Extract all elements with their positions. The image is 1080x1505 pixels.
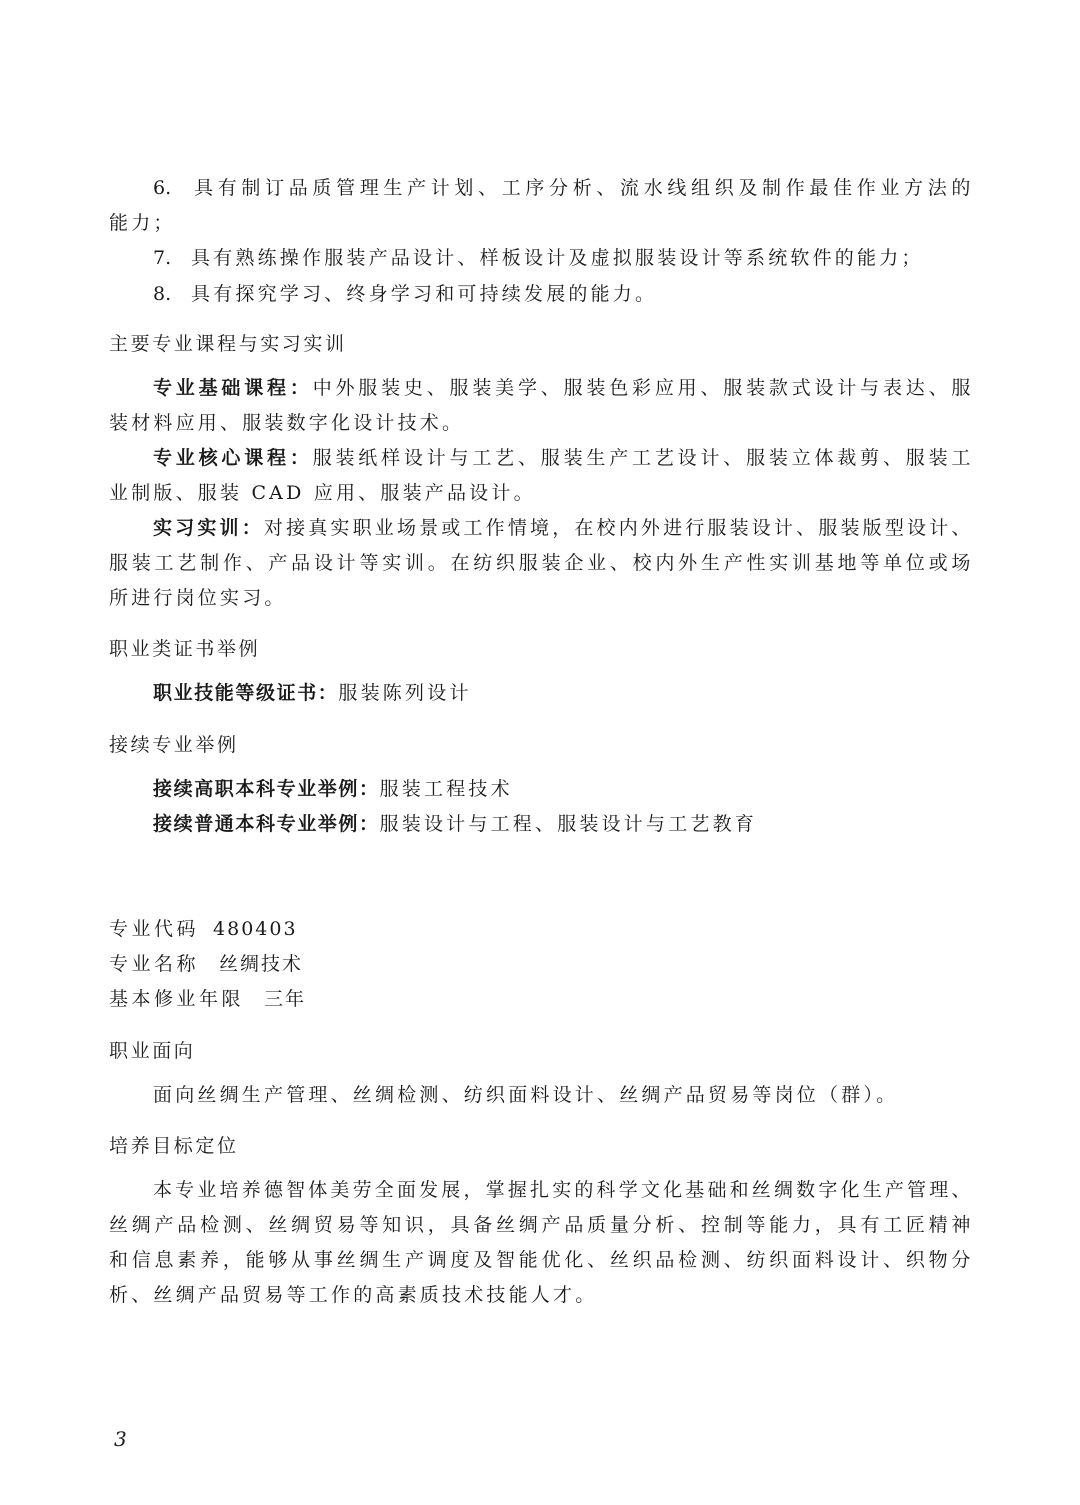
section-heading-continuation: 接续专业举例	[109, 734, 239, 756]
ability-number: 8.	[153, 283, 172, 305]
ability-number: 6.	[153, 177, 172, 199]
major-code: 480403	[213, 918, 298, 940]
basic-courses-text: 中外服装史、服装美学、服装色彩应用、服装款式设计与表达、服	[312, 377, 973, 399]
ability-item-6-continuation: 能力；	[109, 212, 176, 234]
section-heading-goal: 培养目标定位	[109, 1135, 239, 1157]
ability-number: 7.	[153, 247, 172, 269]
basic-courses-continuation: 装材料应用、服装数字化设计技术。	[109, 412, 465, 434]
ability-text: 具有探究学习、终身学习和可持续发展的能力。	[191, 283, 658, 305]
study-years-label: 基本修业年限	[109, 988, 245, 1010]
ability-item-8	[153, 282, 657, 306]
continuation-general	[153, 812, 757, 836]
basic-courses-label: 专业基础课程：	[153, 377, 313, 399]
practice-training-text: 对接真实职业场景或工作情境，在校内外进行服装设计、服装版型设计、	[263, 517, 972, 539]
major-code-row	[109, 917, 298, 941]
core-courses-label: 专业核心课程：	[153, 447, 313, 469]
practice-training-label: 实习实训：	[153, 517, 264, 539]
study-years: 三年	[264, 988, 307, 1010]
goal-text-line-3: 和信息素养，能够从事丝绸生产调度及智能优化、丝织品检测、纺织面料设计、织物分	[109, 1249, 972, 1271]
core-courses-continuation: 业制版、服装 CAD 应用、服装产品设计。	[109, 482, 536, 504]
continuation-general-text: 服装设计与工程、服装设计与工艺教育	[379, 813, 758, 835]
major-name-row	[109, 952, 303, 976]
section-heading-orientation: 职业面向	[109, 1040, 196, 1062]
certificate-text: 服装陈列设计	[338, 682, 472, 704]
practice-training-continuation-2: 所进行岗位实习。	[109, 587, 287, 609]
practice-training	[153, 516, 972, 540]
basic-courses	[153, 376, 972, 400]
study-years-row	[109, 987, 306, 1011]
major-name: 丝绸技术	[219, 953, 304, 975]
ability-item-7	[153, 246, 924, 270]
ability-item-6	[153, 176, 972, 200]
core-courses	[153, 446, 972, 470]
ability-text: 具有熟练操作服装产品设计、样板设计及虚拟服装设计等系统软件的能力；	[191, 247, 924, 269]
practice-training-continuation: 服装工艺制作、产品设计等实训。在纺织服装企业、校内外生产性实训基地等单位或场	[109, 552, 972, 574]
certificate-label: 职业技能等级证书：	[153, 682, 339, 704]
continuation-higher	[153, 777, 513, 801]
goal-text-line-1: 本专业培养德智体美劳全面发展，掌握扎实的科学文化基础和丝绸数字化生产管理、	[153, 1179, 972, 1201]
goal-text-line-4: 析、丝绸产品贸易等工作的高素质技术技能人才。	[109, 1284, 598, 1306]
continuation-higher-label: 接续高职本科专业举例：	[153, 778, 380, 800]
orientation-text: 面向丝绸生产管理、丝绸检测、纺织面料设计、丝绸产品贸易等岗位（群）。	[153, 1084, 899, 1106]
continuation-higher-text: 服装工程技术	[379, 778, 513, 800]
section-heading-certificates: 职业类证书举例	[109, 638, 261, 660]
major-name-label: 专业名称	[109, 953, 200, 975]
goal-text-line-2: 丝绸产品检测、丝绸贸易等知识，具备丝绸产品质量分析、控制等能力，具有工匠精神	[109, 1214, 972, 1236]
ability-text: 具有制订品质管理生产计划、工序分析、流水线组织及制作最佳作业方法的	[191, 177, 972, 199]
continuation-general-label: 接续普通本科专业举例：	[153, 813, 380, 835]
page-number: 3	[114, 1427, 127, 1451]
section-heading-courses: 主要专业课程与实习实训	[109, 333, 347, 355]
major-code-label: 专业代码	[109, 918, 200, 940]
certificate-item	[153, 681, 472, 705]
core-courses-text: 服装纸样设计与工艺、服装生产工艺设计、服装立体裁剪、服装工	[312, 447, 973, 469]
